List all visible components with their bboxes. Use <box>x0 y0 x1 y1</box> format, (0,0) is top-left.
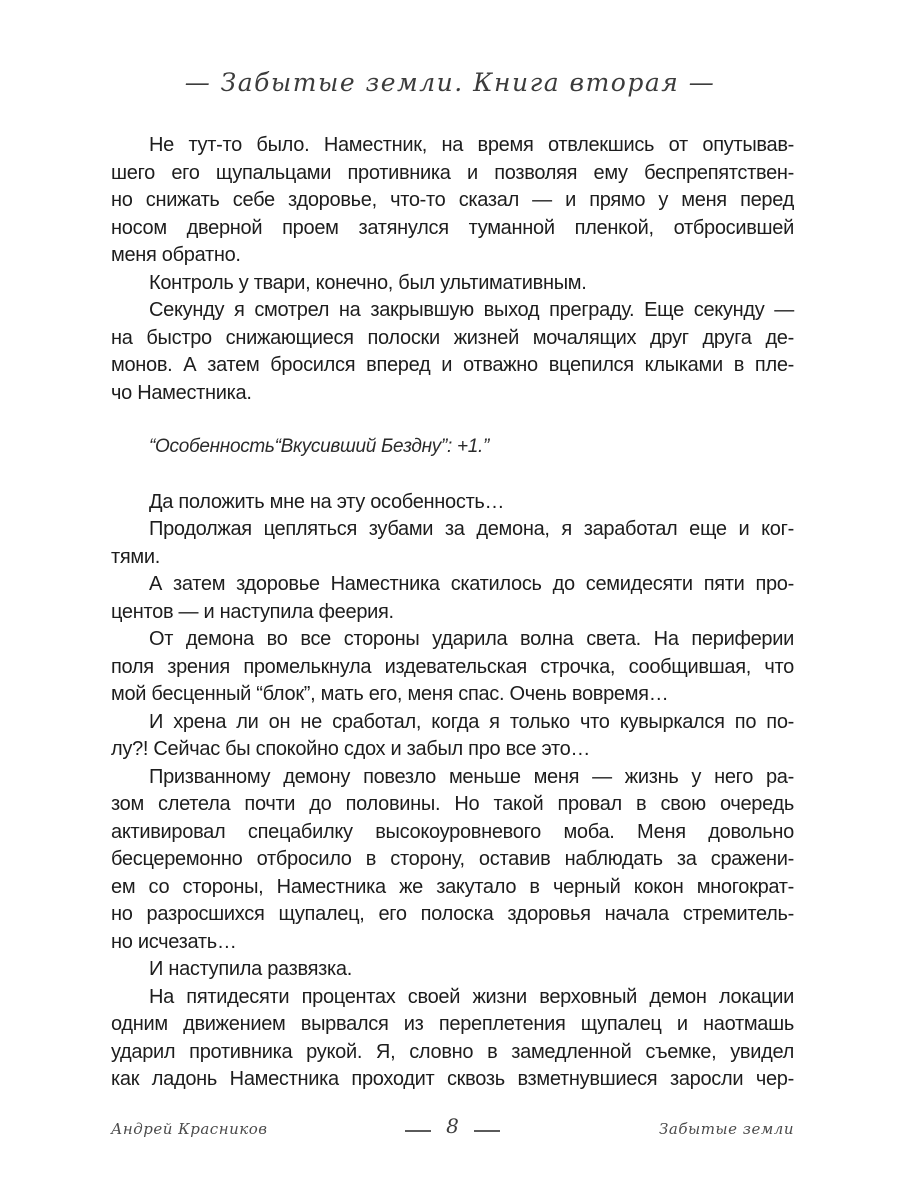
page-footer <box>111 1112 794 1146</box>
text-line: чо Наместника. <box>111 381 252 404</box>
paragraph <box>111 764 794 957</box>
text-line: И хрена ли он не сработал, когда я только что кувыркался по по- <box>149 710 794 733</box>
text-line: От демона во все стороны ударила волна света. На периферии <box>149 628 794 650</box>
text-line: но разросшихся щупалец, его полоска здоровья начала стремитель- <box>111 903 794 925</box>
text-line: ем со стороны, Наместника же закутало в черный кокон многократ- <box>111 875 794 898</box>
text-line: Призванному демону повезло меньше меня — жизнь у него ра- <box>149 765 794 788</box>
text-line: одним движением вырвался из переплетения щупалец и наотмашь <box>111 1013 794 1035</box>
text-line: на быстро снижающиеся полоски жизней мочалящих друг друга де- <box>111 326 794 349</box>
page-body <box>111 132 794 1094</box>
paragraph <box>111 571 794 626</box>
paragraph <box>111 709 794 764</box>
text-line: зом слетела почти до половины. Но такой провал в свою очередь <box>111 793 794 815</box>
paragraph <box>111 956 794 984</box>
text-line: активировал спецабилку высокоуровневого моба. Меня довольно <box>111 820 794 843</box>
text-line: Секунду я смотрел на закрывшую выход преграду. Еще секунду — <box>149 299 794 321</box>
paragraph <box>111 516 794 571</box>
paragraph <box>111 132 794 270</box>
page-number: 8 <box>446 1114 459 1138</box>
text-line: носом дверной проем затянулся туманной пленкой, отбросившей <box>111 216 794 239</box>
paragraph <box>111 489 794 517</box>
paragraph <box>111 984 794 1094</box>
paragraph <box>111 626 794 709</box>
text-line: “Особенность“Вкусивший Бездну”: +1.” <box>149 436 490 457</box>
page-number-dash <box>474 1130 500 1132</box>
text-line: бесцеремонно отбросило в сторону, оставив наблюдать за сражени- <box>111 848 794 870</box>
text-line: Да положить мне на эту особенность… <box>149 490 505 513</box>
text-line: как ладонь Наместника проходит сквозь взметнувшиеся заросли чер- <box>111 1068 794 1090</box>
quote-paragraph <box>111 433 794 461</box>
text-line: Продолжая цепляться зубами за демона, я заработал еще и ког- <box>149 518 794 540</box>
paragraph <box>111 270 794 298</box>
text-line: монов. А затем бросился вперед и отважно вцепился клыками в пле- <box>111 354 794 376</box>
text-line: шего его щупальцами противника и позволяя ему беспрепятствен- <box>111 161 794 184</box>
text-line: Не тут-то было. Наместник, на время отвлекшись от опутывав- <box>149 134 794 156</box>
text-line: центов — и наступила феерия. <box>111 600 394 623</box>
paragraph <box>111 297 794 407</box>
text-line: тями. <box>111 545 160 568</box>
text-line: лу?! Сейчас бы спокойно сдох и забыл про все это… <box>111 738 591 760</box>
text-line: но снижать себе здоровье, что-то сказал — и прямо у меня перед <box>111 189 794 211</box>
text-line: поля зрения промелькнула издевательская строчка, сообщившая, что <box>111 655 794 678</box>
text-line: На пятидесяти процентах своей жизни верховный демон локации <box>149 985 794 1008</box>
text-line: меня обратно. <box>111 244 241 266</box>
text-line: И наступила развязка. <box>149 958 352 980</box>
text-line: ударил противника рукой. Я, словно в замедленной съемке, увидел <box>111 1040 794 1063</box>
text-line: мой бесценный “блок”, мать его, меня спас. Очень вовремя… <box>111 683 669 705</box>
text-line: Контроль у твари, конечно, был ультимативным. <box>149 271 587 294</box>
page-number-dash <box>405 1130 431 1132</box>
running-header: — Забытые земли. Книга вторая — <box>184 68 716 97</box>
text-line: А затем здоровье Наместника скатилось до семидесяти пяти про- <box>149 573 794 595</box>
footer-book-title: Забытые земли <box>659 1120 794 1138</box>
footer-author: Андрей Красников <box>111 1120 268 1138</box>
text-line: но исчезать… <box>111 930 237 953</box>
